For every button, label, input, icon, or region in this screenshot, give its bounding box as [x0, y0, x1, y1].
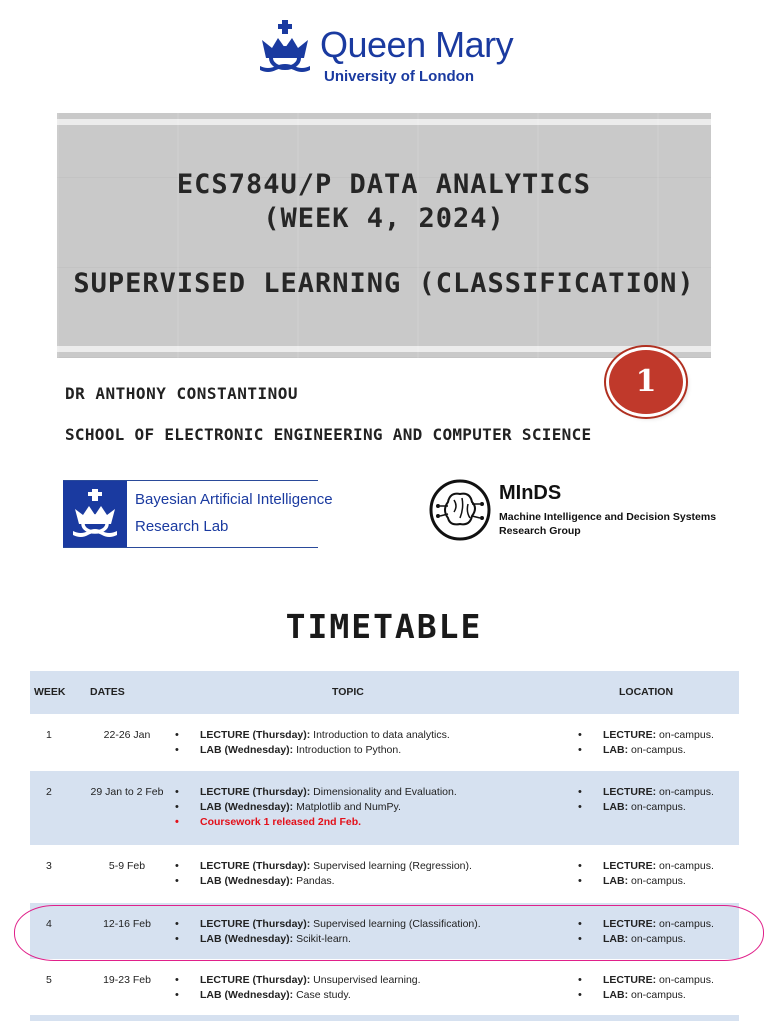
- lecture-item: • LECTURE (Thursday): Supervised learning (Regression).: [175, 860, 472, 875]
- minds-logo: [428, 478, 718, 544]
- row-topic: [175, 860, 472, 890]
- timetable-table: [30, 671, 739, 1021]
- table-row: [30, 959, 739, 1015]
- location-lecture: • LECTURE: on-campus.: [578, 918, 714, 933]
- week4-highlight-outline: [14, 905, 764, 961]
- slide-edge-bottom: [57, 346, 711, 352]
- row-location: [578, 729, 714, 759]
- timetable-heading: TIMETABLE: [285, 607, 483, 646]
- location-lecture: • LECTURE: on-campus.: [578, 729, 714, 744]
- row-location: [578, 786, 714, 816]
- location-lab: • LAB: on-campus.: [578, 744, 714, 759]
- location-lab: • LAB: on-campus.: [578, 875, 714, 890]
- location-lecture: • LECTURE: on-campus.: [578, 786, 714, 801]
- table-row-partial: [30, 1015, 739, 1021]
- row-week: 5: [46, 974, 52, 986]
- author-name: DR ANTHONY CONSTANTINOU: [65, 384, 299, 403]
- row-dates: 29 Jan to 2 Feb: [90, 786, 164, 798]
- row-week: 2: [46, 786, 52, 798]
- row-week: 3: [46, 860, 52, 872]
- slide-number-badge: [609, 350, 683, 414]
- brain-circuit-icon: [428, 478, 492, 542]
- row-topic: [175, 974, 421, 1004]
- crown-crest-icon: [256, 18, 314, 76]
- lab-item: • LAB (Wednesday): Case study.: [175, 989, 421, 1004]
- table-row: [30, 845, 739, 903]
- bai-lab-name: Bayesian Artificial Intelligence: [135, 491, 333, 508]
- row-topic: [175, 786, 457, 831]
- coursework-note: • Coursework 1 released 2nd Feb.: [175, 816, 457, 831]
- slide-number: 1: [635, 364, 657, 399]
- table-row: [30, 714, 739, 771]
- institution-name: Queen Mary: [320, 24, 514, 65]
- location-lecture: • LECTURE: on-campus.: [578, 974, 714, 989]
- crown-crest-icon: [63, 481, 127, 547]
- row-week: 4: [46, 918, 52, 930]
- location-lecture: • LECTURE: on-campus.: [578, 860, 714, 875]
- row-dates: 19-23 Feb: [103, 974, 151, 986]
- location-lab: • LAB: on-campus.: [578, 989, 714, 1004]
- location-lab: • LAB: on-campus.: [578, 801, 714, 816]
- lecture-item: • LECTURE (Thursday): Dimensionality and Evaluation.: [175, 786, 457, 801]
- row-week: 1: [46, 729, 52, 741]
- table-row: [30, 771, 739, 845]
- table-header: [30, 671, 739, 714]
- bai-crest: [63, 481, 127, 547]
- lab-item: • LAB (Wednesday): Pandas.: [175, 875, 472, 890]
- slide-edge-top: [57, 119, 711, 125]
- school-name: SCHOOL OF ELECTRONIC ENGINEERING AND COMPUTER SCIENCE: [65, 425, 592, 444]
- minds-title: MInDS: [499, 482, 562, 504]
- institution-subtitle: University of London: [324, 68, 474, 85]
- bai-lab-name-2: Research Lab: [135, 518, 229, 535]
- course-title: ECS784U/P DATA ANALYTICS: [176, 169, 592, 200]
- minds-subtitle: Machine Intelligence and Decision Systems: [499, 511, 717, 523]
- title-slide: [57, 113, 711, 358]
- row-topic: [175, 729, 450, 759]
- lecture-item: • LECTURE (Thursday): Supervised learning (Classification).: [175, 918, 481, 933]
- row-dates: 5-9 Feb: [108, 860, 146, 872]
- lab-item: • LAB (Wednesday): Matplotlib and NumPy.: [175, 801, 457, 816]
- bai-lab-logo: [63, 480, 333, 548]
- location-lab: • LAB: on-campus.: [578, 933, 714, 948]
- row-location: [578, 860, 714, 890]
- lab-item: • LAB (Wednesday): Scikit-learn.: [175, 933, 481, 948]
- header-location: LOCATION: [619, 686, 674, 698]
- lab-item: • LAB (Wednesday): Introduction to Python.: [175, 744, 450, 759]
- header-topic: TOPIC: [332, 686, 364, 698]
- row-dates: 22-26 Jan: [103, 729, 151, 741]
- minds-subtitle-2: Research Group: [499, 525, 581, 537]
- row-dates: 12-16 Feb: [103, 918, 151, 930]
- lecture-item: • LECTURE (Thursday): Introduction to data analytics.: [175, 729, 450, 744]
- lecture-subtitle: SUPERVISED LEARNING (CLASSIFICATION): [73, 268, 695, 299]
- lecture-item: • LECTURE (Thursday): Unsupervised learning.: [175, 974, 421, 989]
- course-week: (WEEK 4, 2024): [263, 203, 505, 234]
- qmul-logo: [252, 18, 514, 88]
- header-dates: DATES: [90, 686, 125, 698]
- header-week: WEEK: [34, 686, 66, 698]
- row-location: [578, 974, 714, 1004]
